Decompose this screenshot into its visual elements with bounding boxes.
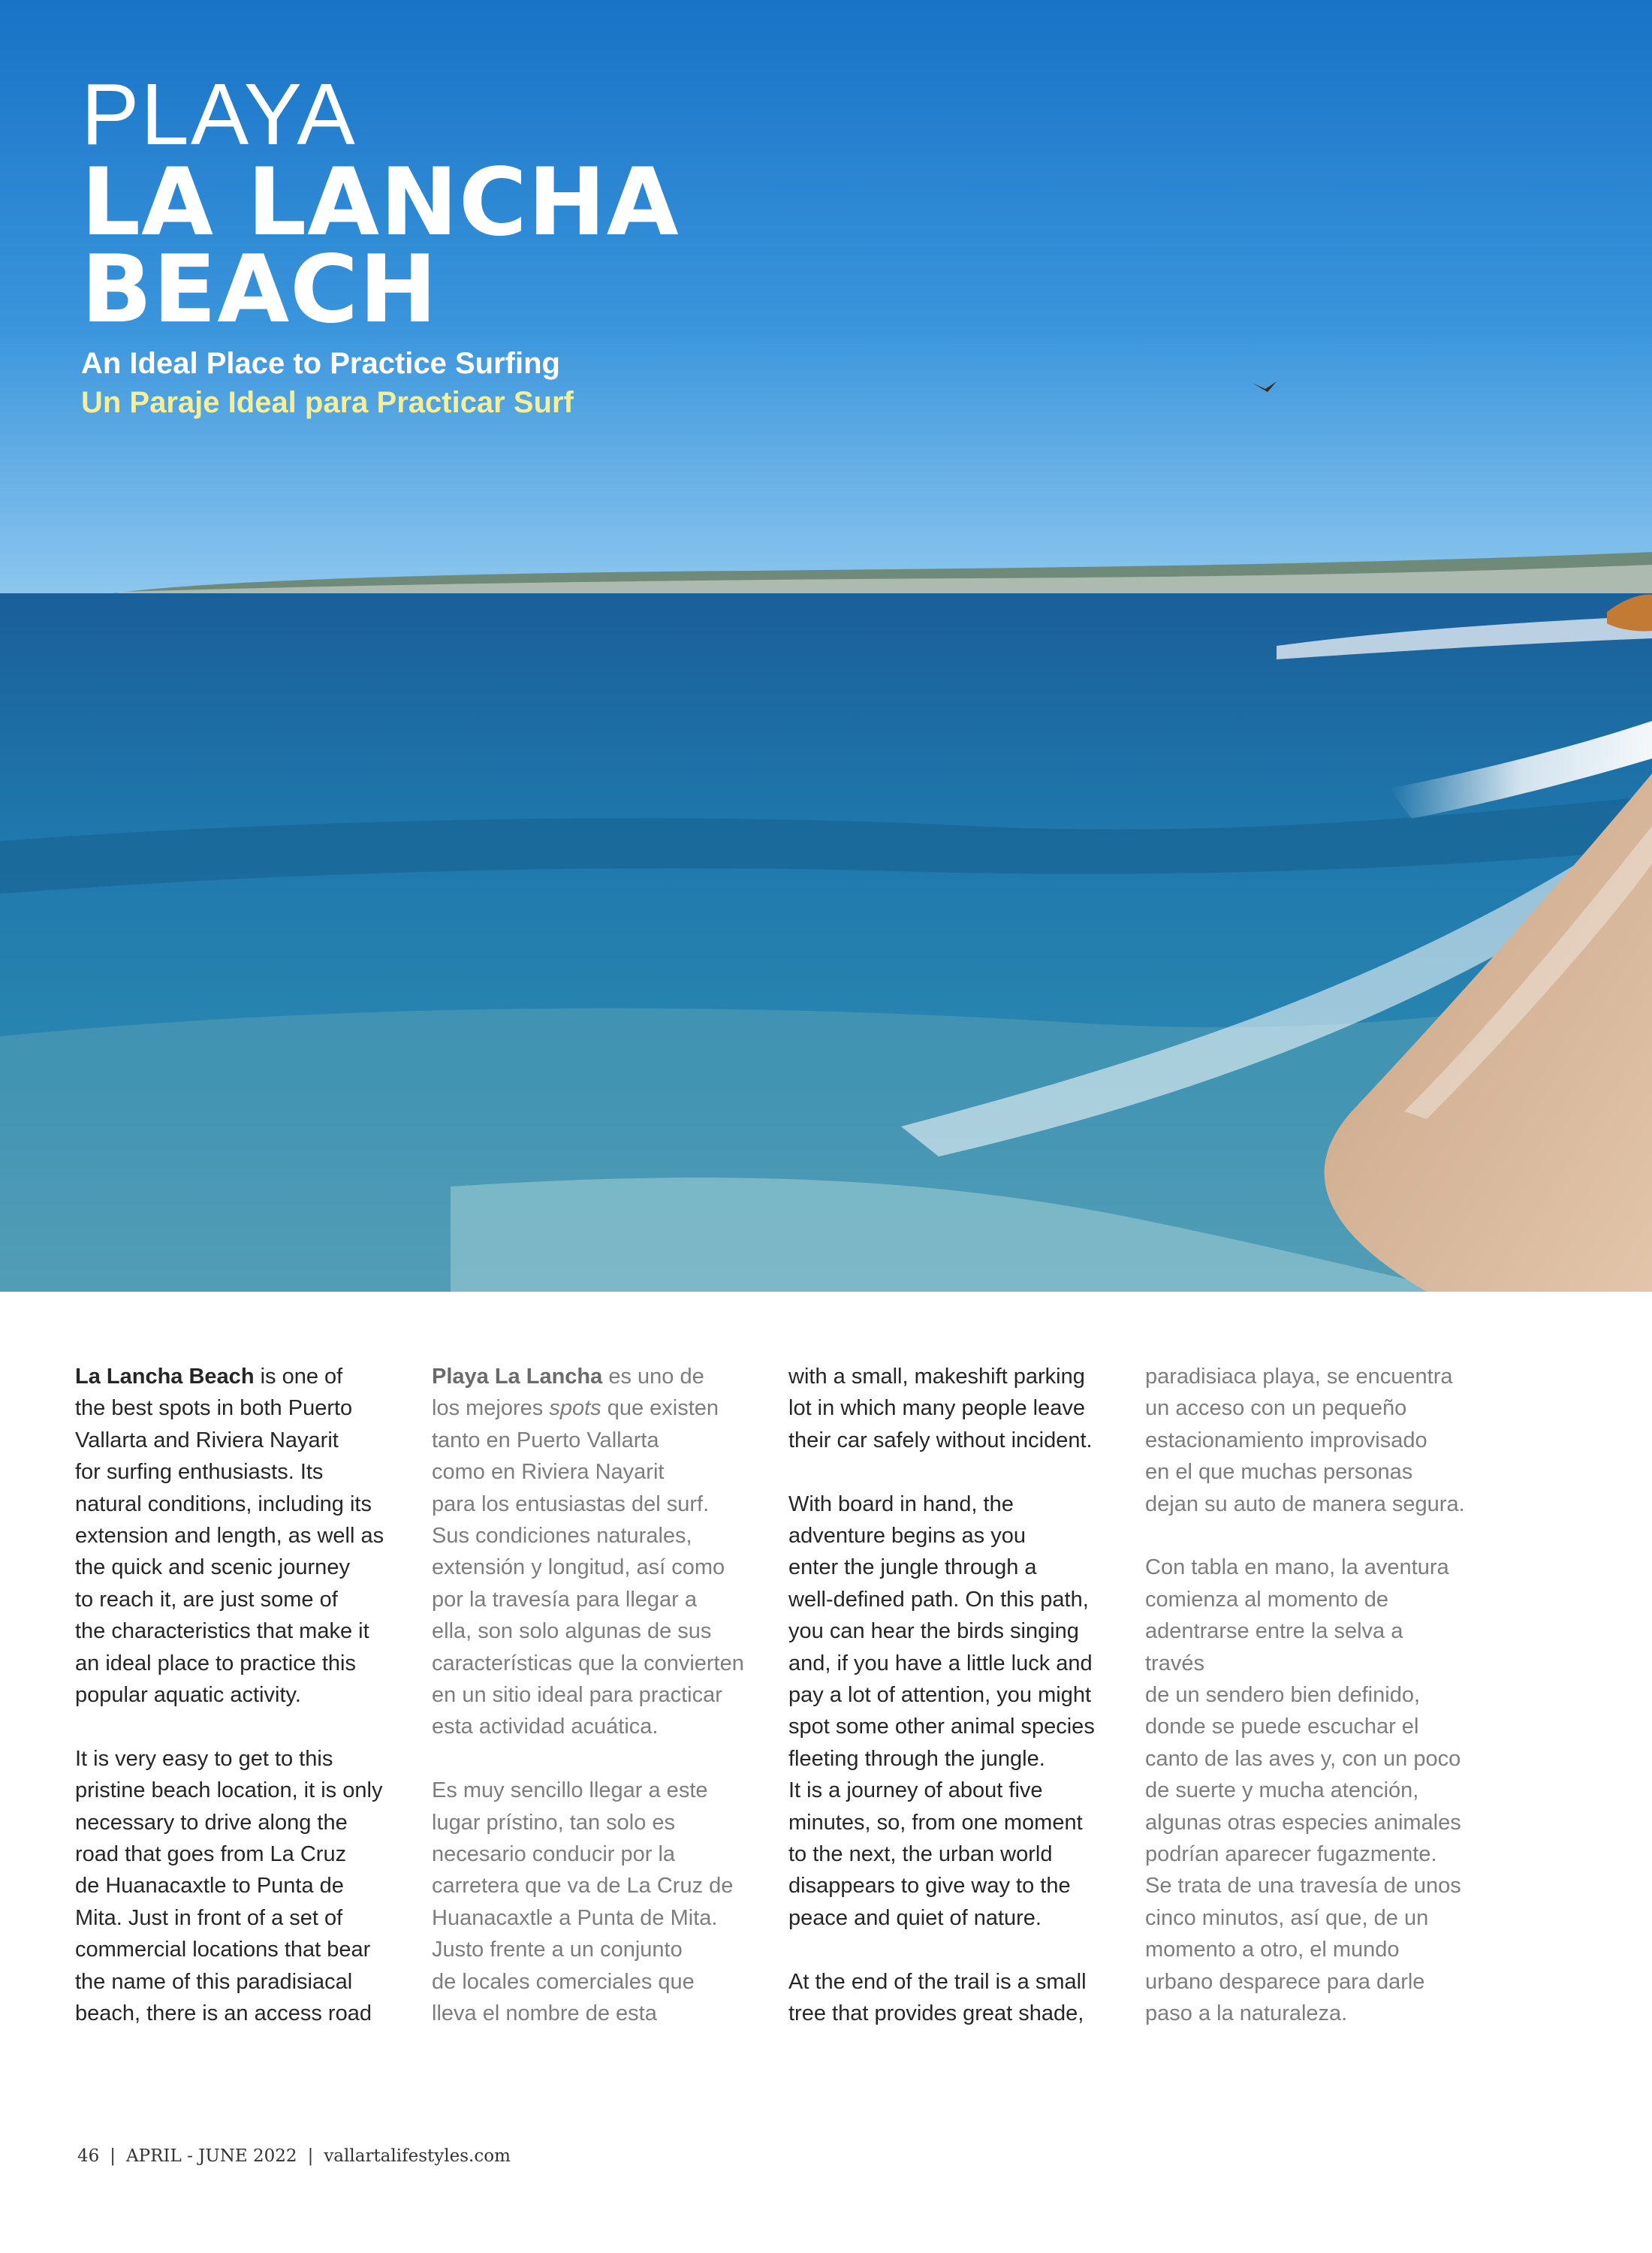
column-1-english: [75, 1361, 398, 2061]
column-4-spanish: [1145, 1361, 1468, 2061]
paragraph: [432, 1361, 755, 1743]
title-line-2: BEACH: [81, 236, 438, 344]
footer-separator: |: [110, 2146, 116, 2166]
subtitle-spanish: Un Paraje Ideal para Practicar Surf: [81, 386, 574, 419]
paragraph: With board in hand, the adventure begins as you enter the jungle through a well-defined path. On this path, you can hear the birds singing and, if you have a little luck and pay a lot of attention, you might spot some other animal species fleeting through the jungle. It is a journey of about five minutes, so, from one moment to the next, the urban world disappears to give way to the peace and quiet of nature.: [788, 1491, 1095, 1930]
footer-separator: |: [307, 2146, 314, 2166]
paragraph: paradisiaca playa, se encuentra un acceso con un pequeño estacionamiento improvisado en el que muchas personas dejan su auto de manera segura.: [1145, 1365, 1465, 1516]
paragraph: Con tabla en mano, la aventura comienza al momento de adentrarse entre la selva a través de un sendero bien definido, donde se puede escuchar el canto de las aves y, con un poco de suerte y mucha atención, algunas otras especies animales podrían aparecer fugazmente. Se trata de una travesía de unos cinco minutos, así que, de un momento a otro, el mundo urbano desparece para darle paso a la naturaleza.: [1145, 1555, 1461, 2026]
column-3-english: [788, 1361, 1111, 2061]
lead-bold: La Lancha Beach: [75, 1365, 255, 1389]
page-number: 46: [77, 2146, 100, 2166]
paragraph-text: que existen tanto en Puerto Vallarta como en Riviera Nayarit para los entusiastas del surf. Sus condiciones naturales, extensión y longitud, así como por la travesía para llegar a ella, son solo algunas de sus características que la convierten en un sitio ideal para practicar esta actividad acuática.: [432, 1396, 744, 1739]
title-block: [81, 65, 680, 344]
paragraph: Es muy sencillo llegar a este lugar prístino, tan solo es necesario conducir por la carretera que va de La Cruz de Huanacaxtle a Punta de Mita. Justo frente a un conjunto de locales comerciales que lleva el nombre de esta: [432, 1778, 734, 2026]
subtitle-english: An Ideal Place to Practice Surfing: [81, 347, 560, 380]
paragraph-text: is one of the best spots in both Puerto Vallarta and Riviera Nayarit for surfing enthusiasts. Its natural conditions, including its extension and length, as well as the quick and scenic journey to reach it, are just some of the characteristics that make it an ideal place to practice this popular aquatic activity.: [75, 1365, 384, 1708]
italic-word: spots: [549, 1396, 601, 1421]
column-2-spanish: [432, 1361, 755, 2061]
page-footer: [77, 2146, 511, 2166]
paragraph: At the end of the trail is a small tree that provides great shade,: [788, 1969, 1087, 2026]
title-line-1: LA LANCHA: [81, 149, 680, 257]
paragraph-text: es uno de los mejores: [432, 1365, 704, 1421]
website-link[interactable]: vallartalifestyles.com: [324, 2146, 511, 2166]
paragraph: with a small, makeshift parking lot in which many people leave their car safely without incident.: [788, 1365, 1093, 1452]
paragraph: It is very easy to get to this pristine beach location, it is only necessary to drive along the road that goes from La Cruz de Huanacaxtle to Punta de Mita. Just in front of a set of commercial locations that bear the name of this paradisiacal beach, there is an access road: [75, 1746, 383, 2026]
issue-date: APRIL - JUNE 2022: [126, 2146, 297, 2166]
lead-bold: Playa La Lancha: [432, 1365, 603, 1389]
paragraph: [75, 1361, 398, 1711]
title-kicker: PLAYA: [81, 65, 357, 163]
